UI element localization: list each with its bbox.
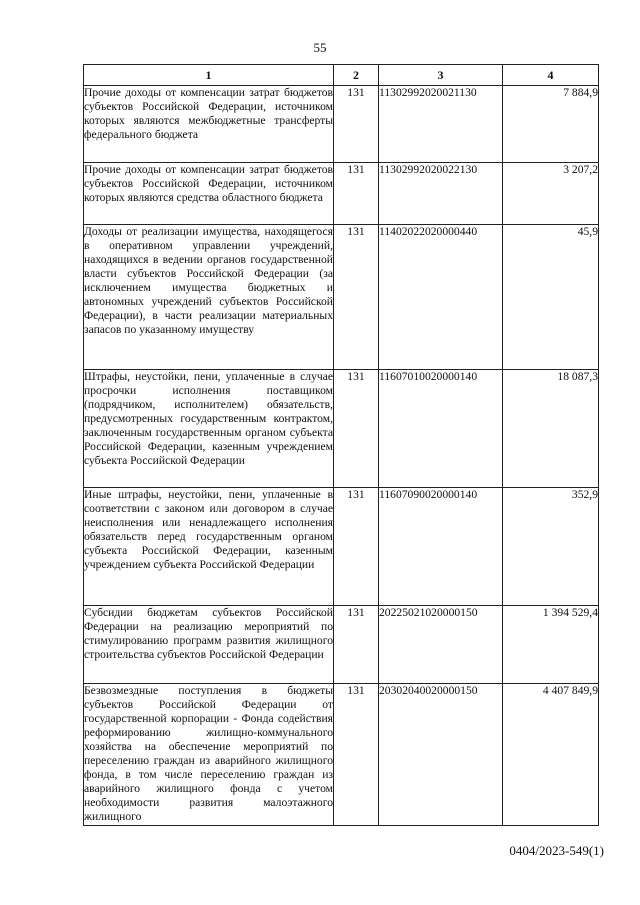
revenue-description: Безвозмездные поступления в бюджеты субъектов Российской Федерации от государственной корпорации - Фонда содействия реформированию жилищно-коммунального хозяйства на обеспечение мероприятий по переселению граждан из аварийного жилищного фонда, в том числе переселению граждан из аварийного жилищного фонда с учетом необходимости развития малоэтажного жилищного [84,684,334,826]
budget-classification-code: 11302992020022130 [379,163,503,225]
amount: 3 207,2 [503,163,599,225]
admin-code: 131 [334,370,379,488]
table-row [84,488,599,606]
budget-classification-code: 20225021020000150 [379,606,503,684]
table-row [84,86,599,163]
budget-classification-code: 11402022020000440 [379,225,503,370]
revenue-description: Прочие доходы от компенсации затрат бюджетов субъектов Российской Федерации, источником которых являются средства областного бюджета [84,163,334,225]
budget-classification-code: 11607090020000140 [379,488,503,606]
table-header-row [84,65,599,86]
column-header: 4 [503,65,599,86]
admin-code: 131 [334,684,379,826]
document-code: 0404/2023-549(1) [509,843,604,858]
admin-code: 131 [334,86,379,163]
table-row [84,370,599,488]
budget-classification-code: 11302992020021130 [379,86,503,163]
amount: 45,9 [503,225,599,370]
column-header: 1 [84,65,334,86]
revenue-description: Прочие доходы от компенсации затрат бюджетов субъектов Российской Федерации, источником которых являются межбюджетные трансферты федерального бюджета [84,86,334,163]
table-row [84,606,599,684]
admin-code: 131 [334,488,379,606]
table-row [84,163,599,225]
column-header: 2 [334,65,379,86]
amount: 352,9 [503,488,599,606]
amount: 1 394 529,4 [503,606,599,684]
admin-code: 131 [334,606,379,684]
amount: 18 087,3 [503,370,599,488]
budget-classification-code: 20302040020000150 [379,684,503,826]
amount: 7 884,9 [503,86,599,163]
revenue-description: Субсидии бюджетам субъектов Российской Федерации на реализацию мероприятий по стимулированию программ развития жилищного строительства субъектов Российской Федерации [84,606,334,684]
revenue-table [83,64,599,826]
table-row [84,684,599,826]
revenue-description: Иные штрафы, неустойки, пени, уплаченные в соответствии с законом или договором в случае неисполнения или ненадлежащего исполнения обязательств перед государственным органом субъекта Российской Федерации, казенным учреждением субъекта Российской Федерации [84,488,334,606]
page-number: 55 [313,40,327,55]
revenue-description: Доходы от реализации имущества, находящегося в оперативном управлении учреждений, находящихся в ведении органов государственной власти субъектов Российской Федерации (за исключением имущества бюджетных и автономных учреждений субъектов Российской Федерации), в части реализации материальных запасов по указанному имуществу [84,225,334,370]
amount: 4 407 849,9 [503,684,599,826]
budget-classification-code: 11607010020000140 [379,370,503,488]
revenue-description: Штрафы, неустойки, пени, уплаченные в случае просрочки исполнения поставщиком (подрядчиком, исполнителем) обязательств, предусмотренных государственным контрактом, заключенным государственным органом субъекта Российской Федерации, казенным учреждением субъекта Российской Федерации [84,370,334,488]
admin-code: 131 [334,163,379,225]
admin-code: 131 [334,225,379,370]
table-row [84,225,599,370]
column-header: 3 [379,65,503,86]
